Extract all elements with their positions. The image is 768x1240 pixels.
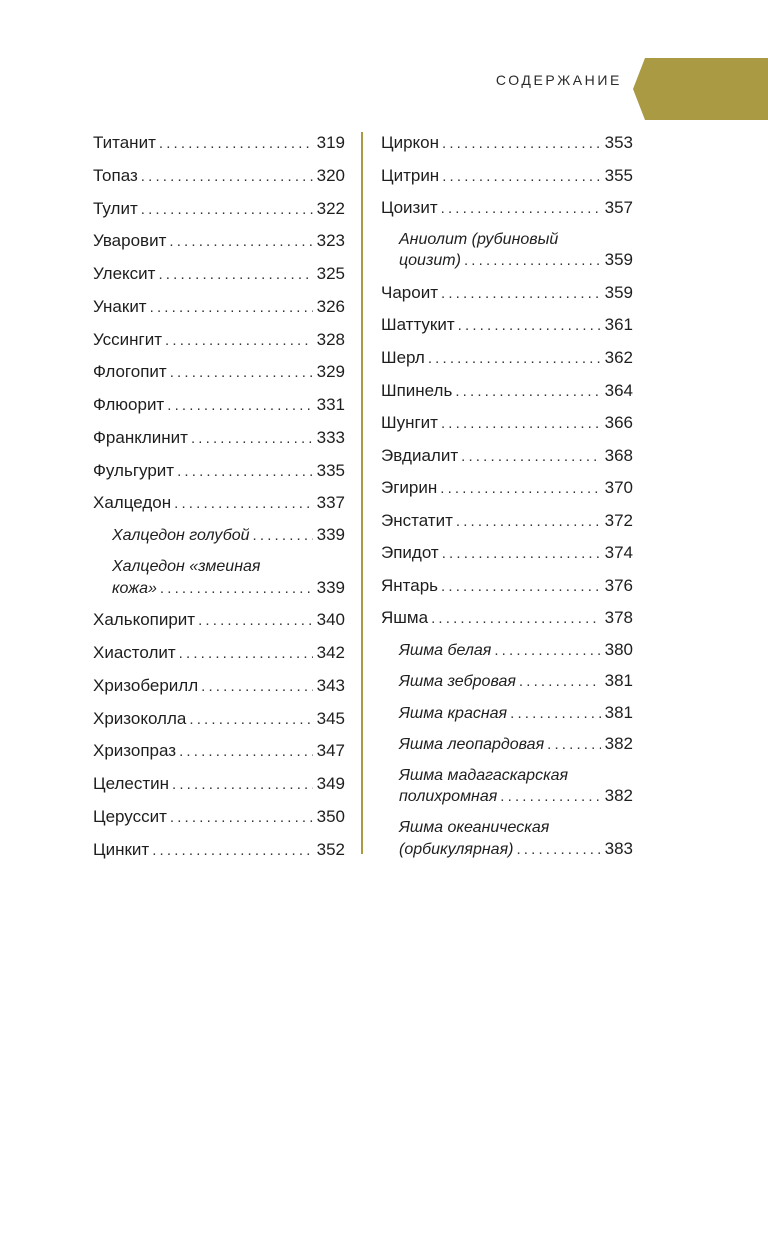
dot-leader: [456, 511, 601, 532]
toc-entry[interactable]: [93, 132, 345, 154]
toc-entry[interactable]: [93, 642, 345, 664]
page-number: 374: [604, 543, 633, 562]
page-number: 319: [316, 133, 345, 152]
entry-name: Унакит: [93, 297, 147, 316]
page-number: 339: [316, 578, 345, 597]
toc-entry[interactable]: [93, 165, 345, 187]
entry-name-first-line: Аниолит (рубиновый: [399, 231, 559, 248]
page-number: 342: [316, 643, 345, 662]
section-title: СОДЕРЖАНИЕ: [495, 72, 622, 88]
entry-name: Франклинит: [93, 428, 188, 447]
toc-subentry[interactable]: [399, 785, 633, 807]
page-number: 376: [604, 576, 633, 595]
page-number: 381: [604, 671, 633, 690]
entry-name: Улексит: [93, 264, 156, 283]
page-number: 345: [316, 709, 345, 728]
entry-name: Чароит: [381, 283, 438, 302]
dot-leader: [177, 461, 313, 482]
dot-leader: [441, 198, 601, 219]
dot-leader: [174, 493, 313, 514]
page-number: 353: [604, 133, 633, 152]
page-number: 370: [604, 478, 633, 497]
entry-name: Халькопирит: [93, 610, 196, 629]
toc-entry[interactable]: [381, 510, 633, 532]
dot-leader: [141, 166, 313, 187]
toc-subentry[interactable]: [399, 639, 633, 661]
toc-entry[interactable]: [381, 282, 633, 304]
page-number: 383: [604, 839, 633, 858]
entry-name-first-line: Яшма океаническая: [399, 819, 550, 836]
dot-leader: [170, 807, 313, 828]
entry-name: Яшма леопардовая: [399, 736, 545, 753]
toc-entry[interactable]: [93, 708, 345, 730]
page-number: 326: [316, 297, 345, 316]
toc-entry[interactable]: [93, 773, 345, 795]
page-number: 347: [316, 741, 345, 760]
toc-entry[interactable]: [93, 675, 345, 697]
page-number: 357: [604, 198, 633, 217]
page-number: 359: [604, 283, 633, 302]
dot-leader: [547, 734, 601, 755]
page-number: 378: [604, 608, 633, 627]
entry-name-first-line: Халцедон «змеиная: [112, 558, 261, 575]
dot-leader: [165, 330, 313, 351]
entry-name: Флогопит: [93, 362, 167, 381]
toc-entry[interactable]: [93, 492, 345, 514]
entry-name: Цитрин: [381, 166, 440, 185]
dot-leader: [172, 774, 313, 795]
dot-leader: [464, 250, 601, 271]
page-number: 349: [316, 774, 345, 793]
toc-entry[interactable]: [93, 394, 345, 416]
entry-name: Церуссит: [93, 807, 167, 826]
dot-leader: [160, 578, 313, 599]
toc-entry[interactable]: [93, 198, 345, 220]
toc-subentry[interactable]: [399, 249, 633, 271]
dot-leader: [167, 395, 312, 416]
entry-name: Тулит: [93, 199, 138, 218]
dot-leader: [519, 671, 601, 692]
entry-name: Топаз: [93, 166, 138, 185]
entry-name: Целестин: [93, 774, 170, 793]
dot-leader: [198, 610, 313, 631]
entry-name: Шунгит: [381, 413, 438, 432]
entry-name: Титанит: [93, 133, 156, 152]
page-number: 364: [604, 381, 633, 400]
entry-name: Яшма красная: [399, 705, 508, 722]
entry-name: Циркон: [381, 133, 439, 152]
entry-name: Эгирин: [381, 478, 438, 497]
toc-subentry[interactable]: [112, 577, 345, 599]
entry-name: Яшма белая: [399, 642, 492, 659]
dot-leader: [253, 525, 313, 546]
dot-leader: [191, 428, 313, 449]
dot-leader: [189, 709, 312, 730]
toc-entry[interactable]: [93, 839, 345, 861]
page-number: 337: [316, 493, 345, 512]
toc-entry[interactable]: [93, 609, 345, 631]
page-number: 350: [316, 807, 345, 826]
toc-subentry[interactable]: [399, 702, 633, 724]
dot-leader: [179, 643, 313, 664]
entry-name: Эвдиалит: [381, 446, 459, 465]
toc-entry[interactable]: [381, 165, 633, 187]
page-number: 322: [316, 199, 345, 218]
toc-entry[interactable]: [381, 477, 633, 499]
dot-leader: [428, 348, 601, 369]
dot-leader: [455, 381, 600, 402]
dot-leader: [159, 133, 313, 154]
entry-name: Эпидот: [381, 543, 439, 562]
page-number: 331: [316, 395, 345, 414]
entry-name: Яшма: [381, 608, 429, 627]
entry-name: Халцедон голубой: [112, 527, 250, 544]
page-number: 372: [604, 511, 633, 530]
toc-entry[interactable]: [93, 230, 345, 252]
entry-name: Хризопраз: [93, 741, 177, 760]
page-number: 340: [316, 610, 345, 629]
dot-leader: [201, 676, 312, 697]
page-number: 359: [604, 250, 633, 269]
entry-name: Уваровит: [93, 231, 167, 250]
toc-entry[interactable]: [381, 314, 633, 336]
entry-name: Энстатит: [381, 511, 453, 530]
dot-leader: [150, 297, 313, 318]
entry-name-first-line: Яшма мадагаскарская: [399, 767, 569, 784]
toc-entry[interactable]: [93, 263, 345, 285]
dot-leader: [141, 199, 313, 220]
page-number: 361: [604, 315, 633, 334]
page-number: 325: [316, 264, 345, 283]
page-number: 362: [604, 348, 633, 367]
entry-name: Хризоберилл: [93, 676, 199, 695]
toc-entry[interactable]: [381, 542, 633, 564]
dot-leader: [494, 640, 600, 661]
page-number: 320: [316, 166, 345, 185]
page-number: 368: [604, 446, 633, 465]
page-number: 382: [604, 786, 633, 805]
toc-entry[interactable]: [93, 806, 345, 828]
entry-name: Шерл: [381, 348, 425, 367]
toc-subentry[interactable]: [399, 670, 633, 692]
entry-name: Халцедон: [93, 493, 172, 512]
entry-name: Цоизит: [381, 198, 438, 217]
toc-entry[interactable]: [93, 740, 345, 762]
page-number: 339: [316, 525, 345, 544]
entry-name: Янтарь: [381, 576, 439, 595]
toc-entry[interactable]: [93, 296, 345, 318]
entry-name: Фульгурит: [93, 461, 175, 480]
entry-name: (орбикулярная): [399, 841, 514, 858]
dot-leader: [461, 446, 600, 467]
toc-entry[interactable]: [381, 197, 633, 219]
dot-leader: [440, 478, 600, 499]
entry-name: кожа»: [112, 580, 157, 597]
entry-name: полихромная: [399, 788, 498, 805]
page-number: 382: [604, 734, 633, 753]
toc-entry[interactable]: [381, 347, 633, 369]
dot-leader: [442, 166, 600, 187]
dot-leader: [441, 413, 601, 434]
entry-name: Уссингит: [93, 330, 163, 349]
dot-leader: [152, 840, 312, 861]
page-number: 381: [604, 703, 633, 722]
dot-leader: [516, 839, 600, 860]
page-number: 329: [316, 362, 345, 381]
toc-entry[interactable]: [381, 575, 633, 597]
page-number: 343: [316, 676, 345, 695]
entry-name: Хризоколла: [93, 709, 187, 728]
toc-subentry[interactable]: [399, 838, 633, 860]
entry-name: Цинкит: [93, 840, 150, 859]
page-number: 366: [604, 413, 633, 432]
toc-subentry[interactable]: [399, 733, 633, 755]
toc-entry[interactable]: [93, 427, 345, 449]
entry-name: Хиастолит: [93, 643, 176, 662]
dot-leader: [170, 362, 313, 383]
dot-leader: [458, 315, 601, 336]
toc-entry[interactable]: [381, 412, 633, 434]
entry-name: Шпинель: [381, 381, 453, 400]
column-divider: [361, 132, 363, 854]
page-number: 352: [316, 840, 345, 859]
entry-name: Флюорит: [93, 395, 165, 414]
section-tab-marker: [633, 58, 768, 120]
dot-leader: [510, 703, 601, 724]
entry-name: Шаттукит: [381, 315, 455, 334]
dot-leader: [500, 786, 600, 807]
toc-subentry[interactable]: [112, 524, 345, 546]
toc-entry[interactable]: [381, 132, 633, 154]
entry-name: Яшма зебровая: [399, 673, 516, 690]
dot-leader: [441, 576, 601, 597]
page-number: 380: [604, 640, 633, 659]
dot-leader: [442, 133, 601, 154]
page-number: 328: [316, 330, 345, 349]
toc-entry[interactable]: [381, 445, 633, 467]
toc-entry[interactable]: [381, 380, 633, 402]
page-number: 355: [604, 166, 633, 185]
toc-entry[interactable]: [93, 460, 345, 482]
dot-leader: [442, 543, 601, 564]
dot-leader: [431, 608, 601, 629]
toc-entry[interactable]: [381, 607, 633, 629]
dot-leader: [441, 283, 601, 304]
toc-entry[interactable]: [93, 329, 345, 351]
dot-leader: [169, 231, 312, 252]
page-number: 335: [316, 461, 345, 480]
dot-leader: [158, 264, 312, 285]
page-number: 333: [316, 428, 345, 447]
page-number: 323: [316, 231, 345, 250]
toc-entry[interactable]: [93, 361, 345, 383]
dot-leader: [179, 741, 313, 762]
entry-name: цоизит): [399, 252, 461, 269]
